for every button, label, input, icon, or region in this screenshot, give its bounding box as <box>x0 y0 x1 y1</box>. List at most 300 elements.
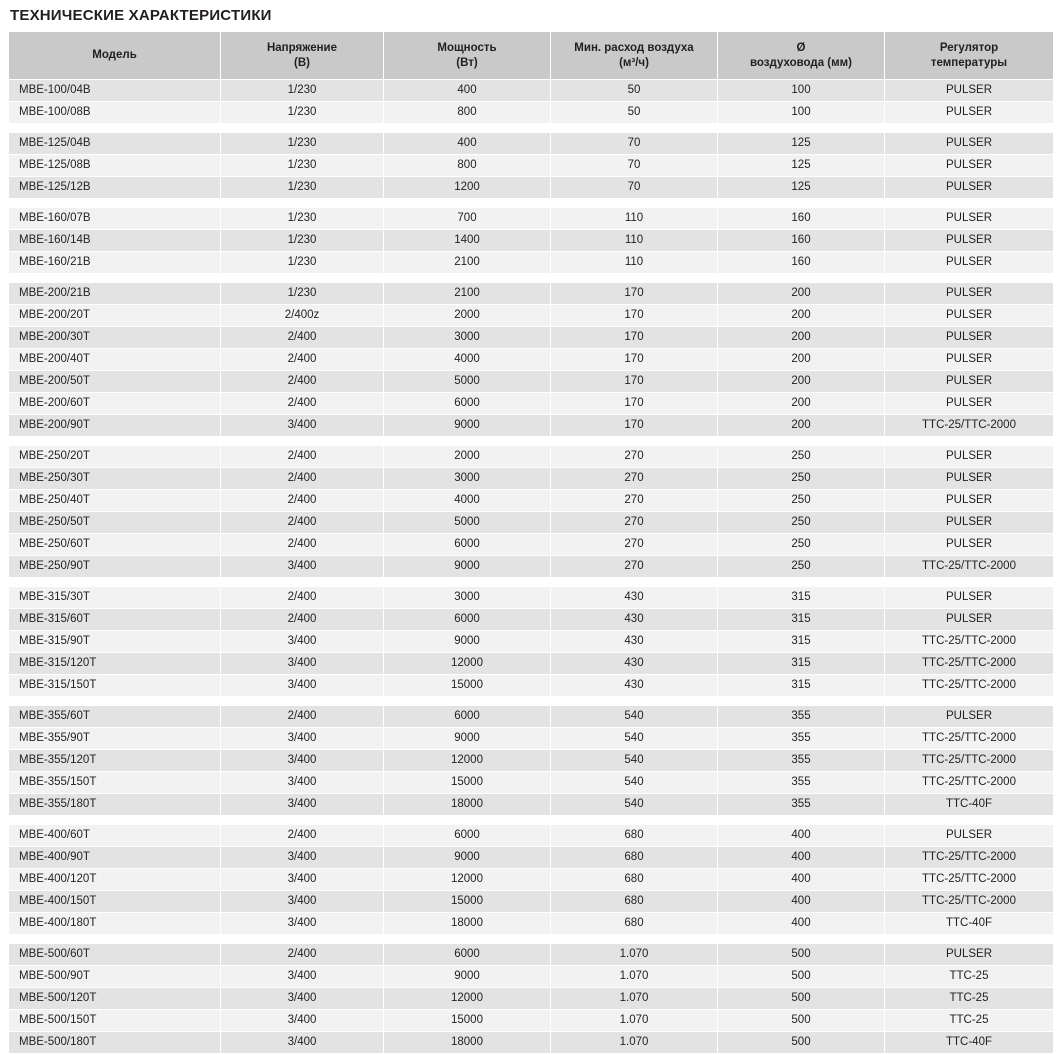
table-cell: 6000 <box>384 534 551 556</box>
table-row <box>9 490 1054 512</box>
table-cell: PULSER <box>885 393 1054 415</box>
column-header-airflow-line2: (м³/ч) <box>619 56 649 69</box>
table-cell-model: MBE-400/120T <box>9 869 221 891</box>
table-cell: 3/400 <box>221 794 384 816</box>
table-cell: 1.070 <box>551 966 718 988</box>
column-header-duct-diameter-line2: воздуховода (мм) <box>750 56 852 69</box>
table-cell: 270 <box>551 468 718 490</box>
table-cell: PULSER <box>885 609 1054 631</box>
table-row <box>9 177 1054 199</box>
table-cell: PULSER <box>885 534 1054 556</box>
table-cell: 430 <box>551 631 718 653</box>
table-cell: TTC-25/TTC-2000 <box>885 675 1054 697</box>
table-cell: 430 <box>551 609 718 631</box>
table-cell: 110 <box>551 208 718 230</box>
table-cell: 3/400 <box>221 966 384 988</box>
table-cell: PULSER <box>885 490 1054 512</box>
table-cell-model: MBE-250/20T <box>9 446 221 468</box>
table-cell-model: MBE-315/30T <box>9 587 221 609</box>
table-cell: 2100 <box>384 252 551 274</box>
table-cell: 3000 <box>384 587 551 609</box>
table-cell: 50 <box>551 102 718 124</box>
table-cell: 355 <box>718 706 885 728</box>
table-cell-model: MBE-355/120T <box>9 750 221 772</box>
specifications-table <box>8 31 1054 1054</box>
table-row <box>9 534 1054 556</box>
table-row <box>9 750 1054 772</box>
table-cell: 160 <box>718 208 885 230</box>
table-cell: 9000 <box>384 847 551 869</box>
table-row <box>9 393 1054 415</box>
table-cell: 100 <box>718 80 885 102</box>
table-cell: 200 <box>718 283 885 305</box>
table-cell: 3/400 <box>221 556 384 578</box>
table-cell: 125 <box>718 133 885 155</box>
table-cell: 1.070 <box>551 1032 718 1054</box>
table-row <box>9 631 1054 653</box>
table-cell-model: MBE-200/60T <box>9 393 221 415</box>
table-cell: 3/400 <box>221 988 384 1010</box>
table-cell: 680 <box>551 891 718 913</box>
table-header-row <box>9 32 1054 80</box>
column-header-power-line1: Мощность <box>437 41 497 54</box>
table-cell: 1/230 <box>221 102 384 124</box>
table-cell: 2/400 <box>221 446 384 468</box>
column-header-voltage <box>221 32 384 80</box>
table-cell-model: MBE-315/90T <box>9 631 221 653</box>
table-cell-model: MBE-400/180T <box>9 913 221 935</box>
table-cell: 400 <box>718 913 885 935</box>
table-group-separator <box>9 697 1054 706</box>
column-header-duct-diameter <box>718 32 885 80</box>
table-cell: 2/400 <box>221 706 384 728</box>
table-row <box>9 675 1054 697</box>
table-cell: 1.070 <box>551 988 718 1010</box>
table-cell: PULSER <box>885 587 1054 609</box>
table-cell: 2/400 <box>221 490 384 512</box>
table-cell: 1/230 <box>221 283 384 305</box>
table-cell: 680 <box>551 913 718 935</box>
table-row <box>9 913 1054 935</box>
table-cell: 270 <box>551 512 718 534</box>
table-cell: 125 <box>718 177 885 199</box>
table-group-separator-cell <box>9 697 1054 706</box>
table-cell: 400 <box>718 869 885 891</box>
table-cell: 3/400 <box>221 847 384 869</box>
table-cell: 2/400 <box>221 587 384 609</box>
table-cell: TTC-25/TTC-2000 <box>885 891 1054 913</box>
table-cell: 9000 <box>384 966 551 988</box>
table-cell-model: MBE-200/20T <box>9 305 221 327</box>
table-cell: 3/400 <box>221 653 384 675</box>
table-row <box>9 512 1054 534</box>
table-cell: 3000 <box>384 327 551 349</box>
table-cell: 160 <box>718 252 885 274</box>
column-header-model <box>9 32 221 80</box>
table-cell: 270 <box>551 446 718 468</box>
table-cell: PULSER <box>885 349 1054 371</box>
table-cell: PULSER <box>885 512 1054 534</box>
column-header-duct-diameter-line1: Ø <box>796 41 806 54</box>
table-cell-model: MBE-400/60T <box>9 825 221 847</box>
table-cell: PULSER <box>885 706 1054 728</box>
table-cell: 4000 <box>384 490 551 512</box>
table-cell: 2/400 <box>221 371 384 393</box>
table-cell: 680 <box>551 869 718 891</box>
table-cell-model: MBE-400/150T <box>9 891 221 913</box>
column-header-temperature-regulator-line1: Регулятор <box>939 41 999 54</box>
table-row <box>9 327 1054 349</box>
table-cell: 170 <box>551 327 718 349</box>
table-row <box>9 252 1054 274</box>
table-cell: 200 <box>718 393 885 415</box>
table-cell: PULSER <box>885 327 1054 349</box>
table-cell: 200 <box>718 327 885 349</box>
table-cell-model: MBE-250/30T <box>9 468 221 490</box>
table-cell-model: MBE-200/30T <box>9 327 221 349</box>
table-cell: 1/230 <box>221 208 384 230</box>
table-cell: 18000 <box>384 794 551 816</box>
table-cell: PULSER <box>885 133 1054 155</box>
table-cell-model: MBE-250/60T <box>9 534 221 556</box>
table-cell-model: MBE-250/40T <box>9 490 221 512</box>
table-cell: 5000 <box>384 371 551 393</box>
table-cell: 250 <box>718 446 885 468</box>
table-cell: 250 <box>718 490 885 512</box>
table-cell: 9000 <box>384 631 551 653</box>
table-cell: TTC-25/TTC-2000 <box>885 772 1054 794</box>
table-cell: 3000 <box>384 468 551 490</box>
table-cell-model: MBE-160/21B <box>9 252 221 274</box>
column-header-temperature-regulator-line2: температуры <box>930 56 1008 69</box>
table-cell-model: MBE-250/90T <box>9 556 221 578</box>
table-cell: 12000 <box>384 653 551 675</box>
table-cell: 400 <box>384 133 551 155</box>
table-cell: 2000 <box>384 305 551 327</box>
table-cell: 3/400 <box>221 415 384 437</box>
table-row <box>9 80 1054 102</box>
table-cell-model: MBE-200/40T <box>9 349 221 371</box>
table-group-separator <box>9 578 1054 587</box>
table-row <box>9 556 1054 578</box>
table-cell: 50 <box>551 80 718 102</box>
table-cell: 15000 <box>384 675 551 697</box>
table-cell: TTC-25 <box>885 988 1054 1010</box>
table-cell: 70 <box>551 155 718 177</box>
table-cell: 500 <box>718 966 885 988</box>
table-cell: 1.070 <box>551 944 718 966</box>
table-cell-model: MBE-315/150T <box>9 675 221 697</box>
column-header-temperature-regulator <box>885 32 1054 80</box>
table-group-separator-cell <box>9 816 1054 825</box>
table-cell: TTC-25/TTC-2000 <box>885 556 1054 578</box>
table-cell: 430 <box>551 675 718 697</box>
table-row <box>9 706 1054 728</box>
table-cell: 355 <box>718 750 885 772</box>
column-header-airflow-line1: Мин. расход воздуха <box>574 41 694 54</box>
table-cell: 250 <box>718 512 885 534</box>
table-cell: 500 <box>718 988 885 1010</box>
table-cell: 100 <box>718 102 885 124</box>
table-cell: 170 <box>551 283 718 305</box>
table-cell: 680 <box>551 825 718 847</box>
table-cell: 70 <box>551 133 718 155</box>
table-cell: 540 <box>551 794 718 816</box>
column-header-voltage-line1: Напряжение <box>266 41 338 54</box>
table-cell-model: MBE-125/12B <box>9 177 221 199</box>
table-cell-model: MBE-200/90T <box>9 415 221 437</box>
table-cell: TTC-25/TTC-2000 <box>885 750 1054 772</box>
table-cell: 1/230 <box>221 177 384 199</box>
table-cell-model: MBE-100/04B <box>9 80 221 102</box>
table-group-separator <box>9 437 1054 446</box>
table-cell: 2/400 <box>221 349 384 371</box>
table-cell: PULSER <box>885 80 1054 102</box>
table-group-separator <box>9 816 1054 825</box>
table-cell: 12000 <box>384 750 551 772</box>
table-row <box>9 1010 1054 1032</box>
table-cell: 2/400 <box>221 534 384 556</box>
table-cell-model: MBE-200/50T <box>9 371 221 393</box>
table-cell: 2/400 <box>221 609 384 631</box>
table-cell: 250 <box>718 534 885 556</box>
table-cell: TTC-25/TTC-2000 <box>885 728 1054 750</box>
table-cell: 355 <box>718 772 885 794</box>
table-cell: 2000 <box>384 446 551 468</box>
table-row <box>9 891 1054 913</box>
table-cell: 1400 <box>384 230 551 252</box>
table-row <box>9 653 1054 675</box>
table-cell-model: MBE-315/120T <box>9 653 221 675</box>
table-cell: 1/230 <box>221 155 384 177</box>
table-row <box>9 155 1054 177</box>
table-cell-model: MBE-125/08B <box>9 155 221 177</box>
table-cell: 270 <box>551 534 718 556</box>
column-header-power-line2: (Вт) <box>456 56 478 69</box>
table-cell: PULSER <box>885 155 1054 177</box>
table-cell: 200 <box>718 305 885 327</box>
table-cell: TTC-25/TTC-2000 <box>885 631 1054 653</box>
table-cell: 12000 <box>384 988 551 1010</box>
table-group-separator-cell <box>9 935 1054 944</box>
table-cell: TTC-25 <box>885 966 1054 988</box>
table-group-separator-cell <box>9 578 1054 587</box>
table-cell: 3/400 <box>221 1032 384 1054</box>
table-cell: 18000 <box>384 913 551 935</box>
table-row <box>9 825 1054 847</box>
table-cell: PULSER <box>885 230 1054 252</box>
column-header-model-line1: Модель <box>92 49 137 61</box>
table-cell-model: MBE-200/21B <box>9 283 221 305</box>
table-group-separator <box>9 199 1054 208</box>
table-cell: 355 <box>718 728 885 750</box>
table-group-separator-cell <box>9 274 1054 283</box>
table-cell: 2/400 <box>221 944 384 966</box>
table-row <box>9 847 1054 869</box>
table-cell-model: MBE-125/04B <box>9 133 221 155</box>
table-cell-model: MBE-100/08B <box>9 102 221 124</box>
table-cell: 3/400 <box>221 728 384 750</box>
table-cell-model: MBE-355/90T <box>9 728 221 750</box>
table-cell: 160 <box>718 230 885 252</box>
table-cell: 315 <box>718 631 885 653</box>
table-cell: 3/400 <box>221 1010 384 1032</box>
table-cell-model: MBE-315/60T <box>9 609 221 631</box>
table-cell: 500 <box>718 944 885 966</box>
table-cell: PULSER <box>885 102 1054 124</box>
table-cell: 1200 <box>384 177 551 199</box>
table-cell-model: MBE-160/07B <box>9 208 221 230</box>
table-cell-model: MBE-355/180T <box>9 794 221 816</box>
table-cell-model: MBE-400/90T <box>9 847 221 869</box>
table-cell-model: MBE-355/60T <box>9 706 221 728</box>
table-cell: 500 <box>718 1010 885 1032</box>
table-cell: PULSER <box>885 177 1054 199</box>
table-cell: 15000 <box>384 1010 551 1032</box>
table-cell: 9000 <box>384 728 551 750</box>
table-cell-model: MBE-500/120T <box>9 988 221 1010</box>
table-cell-model: MBE-250/50T <box>9 512 221 534</box>
table-cell: 700 <box>384 208 551 230</box>
table-cell: TTC-25/TTC-2000 <box>885 415 1054 437</box>
page-title: ТЕХНИЧЕСКИЕ ХАРАКТЕРИСТИКИ <box>10 7 272 24</box>
table-cell: 200 <box>718 371 885 393</box>
table-row <box>9 728 1054 750</box>
table-cell: 5000 <box>384 512 551 534</box>
table-cell: 2/400 <box>221 512 384 534</box>
table-cell: 6000 <box>384 944 551 966</box>
table-cell: TTC-40F <box>885 794 1054 816</box>
table-cell-model: MBE-160/14B <box>9 230 221 252</box>
table-cell: PULSER <box>885 825 1054 847</box>
table-cell: 170 <box>551 393 718 415</box>
table-cell: 800 <box>384 155 551 177</box>
table-cell: 4000 <box>384 349 551 371</box>
table-cell: PULSER <box>885 252 1054 274</box>
table-cell-model: MBE-355/150T <box>9 772 221 794</box>
column-header-airflow <box>551 32 718 80</box>
table-group-separator-cell <box>9 124 1054 133</box>
table-row <box>9 1032 1054 1054</box>
table-group-separator <box>9 124 1054 133</box>
table-row <box>9 208 1054 230</box>
table-cell: TTC-40F <box>885 1032 1054 1054</box>
table-cell: 2/400 <box>221 825 384 847</box>
table-cell: 355 <box>718 794 885 816</box>
table-cell: 270 <box>551 490 718 512</box>
table-cell: 3/400 <box>221 675 384 697</box>
table-cell: 170 <box>551 305 718 327</box>
table-cell: PULSER <box>885 208 1054 230</box>
table-cell: 170 <box>551 349 718 371</box>
table-cell: 170 <box>551 415 718 437</box>
table-cell: 3/400 <box>221 750 384 772</box>
table-cell: TTC-25/TTC-2000 <box>885 847 1054 869</box>
table-cell: 400 <box>384 80 551 102</box>
table-cell: 2/400 <box>221 327 384 349</box>
table-cell: PULSER <box>885 283 1054 305</box>
table-row <box>9 230 1054 252</box>
table-cell: PULSER <box>885 944 1054 966</box>
table-cell: 315 <box>718 609 885 631</box>
table-cell: 1/230 <box>221 80 384 102</box>
table-cell-model: MBE-500/60T <box>9 944 221 966</box>
table-cell: 400 <box>718 891 885 913</box>
table-cell: 1.070 <box>551 1010 718 1032</box>
table-row <box>9 102 1054 124</box>
table-cell: 3/400 <box>221 772 384 794</box>
table-cell: 200 <box>718 349 885 371</box>
table-cell: 540 <box>551 706 718 728</box>
column-header-voltage-line2: (В) <box>294 56 310 69</box>
table-row <box>9 869 1054 891</box>
table-cell: 125 <box>718 155 885 177</box>
table-cell: 6000 <box>384 706 551 728</box>
table-group-separator <box>9 935 1054 944</box>
table-cell: TTC-25/TTC-2000 <box>885 869 1054 891</box>
table-cell: 12000 <box>384 869 551 891</box>
table-cell: 200 <box>718 415 885 437</box>
column-header-power <box>384 32 551 80</box>
table-group-separator <box>9 274 1054 283</box>
table-row <box>9 349 1054 371</box>
table-cell: PULSER <box>885 371 1054 393</box>
table-cell: TTC-25 <box>885 1010 1054 1032</box>
table-row <box>9 371 1054 393</box>
table-cell: 540 <box>551 750 718 772</box>
table-cell: PULSER <box>885 305 1054 327</box>
table-row <box>9 133 1054 155</box>
table-group-separator-cell <box>9 437 1054 446</box>
table-cell: 800 <box>384 102 551 124</box>
table-cell: TTC-25/TTC-2000 <box>885 653 1054 675</box>
table-cell: 15000 <box>384 772 551 794</box>
table-cell: 400 <box>718 825 885 847</box>
table-cell: 315 <box>718 587 885 609</box>
table-cell: 15000 <box>384 891 551 913</box>
table-body <box>9 80 1054 1054</box>
table-row <box>9 988 1054 1010</box>
table-row <box>9 794 1054 816</box>
table-cell: 170 <box>551 371 718 393</box>
table-cell: 3/400 <box>221 631 384 653</box>
table-row <box>9 587 1054 609</box>
table-row <box>9 305 1054 327</box>
table-cell: 2/400 <box>221 393 384 415</box>
table-cell: 250 <box>718 556 885 578</box>
table-cell: 2/400z <box>221 305 384 327</box>
table-row <box>9 944 1054 966</box>
table-cell: 540 <box>551 772 718 794</box>
table-cell: 110 <box>551 230 718 252</box>
table-cell: 70 <box>551 177 718 199</box>
table-cell: 1/230 <box>221 133 384 155</box>
table-cell: 315 <box>718 653 885 675</box>
table-cell-model: MBE-500/150T <box>9 1010 221 1032</box>
table-cell: 9000 <box>384 415 551 437</box>
table-cell: PULSER <box>885 446 1054 468</box>
table-cell: 1/230 <box>221 252 384 274</box>
table-cell: 680 <box>551 847 718 869</box>
table-cell: 9000 <box>384 556 551 578</box>
table-row <box>9 446 1054 468</box>
table-cell-model: MBE-500/90T <box>9 966 221 988</box>
table-cell: 270 <box>551 556 718 578</box>
table-cell: 6000 <box>384 393 551 415</box>
table-cell: 6000 <box>384 609 551 631</box>
table-cell: 540 <box>551 728 718 750</box>
table-header <box>9 32 1054 80</box>
